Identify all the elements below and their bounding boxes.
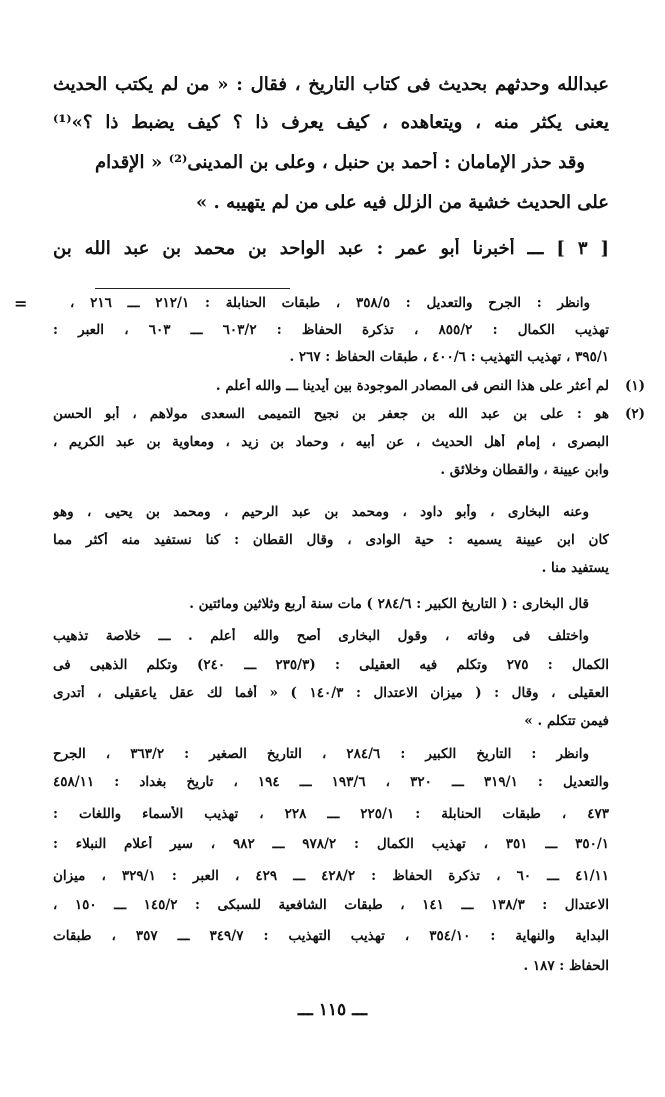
footnote-line: البصرى ، إمام أهل الحديث ، عن أبيه ، وحماد بن زيد ، ومعاوية بن عبد الكريم ، [53,434,609,450]
footnote-line: قال البخارى : ( التاريخ الكبير : ٢٨٤/٦ ) مات سنة أربع وثلاثين ومائتين . [189,596,589,612]
footnote-line: تهذيب الكمال : ٨٥٥/٢ ، تذكرة الحفاظ : ٦٠٣/٢ ـــ ٦٠٣ ، العبر : [53,322,609,338]
footnote-line: البداية والنهاية : ٣٥٤/١٠ ، تهذيب التهذيب : ٣٤٩/٧ ـــ ٣٥٧ ، طبقات [53,928,609,944]
footnote-line: ٣٥٠/١ ـــ ٣٥١ ، تهذيب الكمال : ٩٧٨/٢ ـــ ٩٨٢ ، سير أعلام النبلاء : [53,836,609,852]
footnote-line: هو : على بن عبد الله بن جعفر بن نجيح التميمى السعدى مولاهم ، أبو الحسن [53,406,609,422]
footnote-separator [95,288,290,289]
footnote-line: كان ابن عيينة يسميه : حية الوادى ، وقال القطان : كنا نستفيد منه أكثر مما [53,532,609,548]
footnote-line: وانظر : الجرح والتعديل : ٣٥٨/٥ ، طبقات الحنابلة : ٢١٢/١ ـــ ٢١٦ ، [70,295,590,311]
main-text-line: [ ٣ ] ـــ أخبرنا أبو عمر : عبد الواحد بن محمد بن عبد الله بن [53,238,609,259]
continuation-mark: = [14,294,28,313]
footnote-line: ٣٩٥/١ ، تهذيب التهذيب : ٤٠٠/٦ ، طبقات الحفاظ : ٢٦٧ . [289,349,609,365]
footnote-line: والتعديل : ٣١٩/١ ـــ ٣٢٠ ، ١٩٣/٦ ـــ ١٩٤ ، تاريخ بغداد : ٤٥٨/١١ [53,774,609,790]
footnote-line: الكمال : ٢٧٥ وتكلم فيه العقيلى : (٢٣٥/٣ ـــ ٢٤٠) وتكلم الذهبى فى [53,657,609,673]
footnote-line: ٤٧٣ ، طبقات الحنابلة : ٢٢٥/١ ـــ ٢٢٨ ، تهذيب الأسماء واللغات : [53,806,609,822]
main-text-line: يعنى يكثر منه ، ويتعاهده ، كيف يعرف ذا ؟ كيف يضبط ذا ؟»⁽¹⁾ [53,112,609,133]
footnote-line: فيمن تتكلم . » [524,713,609,729]
footnote-line: واختلف فى وفاته ، وقول البخارى أصح والله أعلم . ـــ خلاصة تذهيب [53,628,589,644]
page-number: ـــ ١١٥ ـــ [297,1000,368,1020]
main-text-line: عبدالله وحدثهم بحديث فى كتاب التاريخ ، فقال : « من لم يكتب الحديث [53,74,609,95]
footnote-line: الحفاظ : ١٨٧ . [523,958,609,974]
footnote-line: وابن عيينة ، والقطان وخلائق . [440,462,609,478]
footnote-number: (١) [624,378,645,394]
footnote-line: يستفيد منا . [541,560,609,576]
footnote-line: العقيلى ، وقال : ( ميزان الاعتدال : ١٤٠/٣ ) « أفما لك عقل ياعقيلى ، أتدرى [53,685,609,701]
footnote-line: وانظر : التاريخ الكبير : ٢٨٤/٦ ، التاريخ الصغير : ٣٦٣/٢ ، الجرح [53,746,589,762]
footnote-line: وعنه البخارى ، وأبو داود ، ومحمد بن عبد الرحيم ، ومحمد بن يحيى ، وهو [53,504,589,520]
footnote-line: لم أعثر على هذا النص فى المصادر الموجودة بين أيدينا ـــ والله أعلم . [215,378,609,394]
footnote-line: الاعتدال : ١٣٨/٣ ـــ ١٤١ ، طبقات الشافعية للسبكى : ١٤٥/٢ ـــ ١٥٠ ، [53,897,609,913]
footnote-number: (٢) [624,406,645,422]
main-text-line: على الحديث خشية من الزلل فيه على من لم يتهيبه . » [196,192,609,213]
footnote-line: ٤١/١١ ـــ ٦٠ ، تذكرة الحفاظ : ٤٢٨/٢ ـــ ٤٢٩ ، العبر : ٣٢٩/١ ، ميزان [53,868,609,884]
main-text-line: وقد حذر الإمامان : أحمد بن حنبل ، وعلى بن المدينى⁽²⁾ « الإقدام [95,152,585,173]
